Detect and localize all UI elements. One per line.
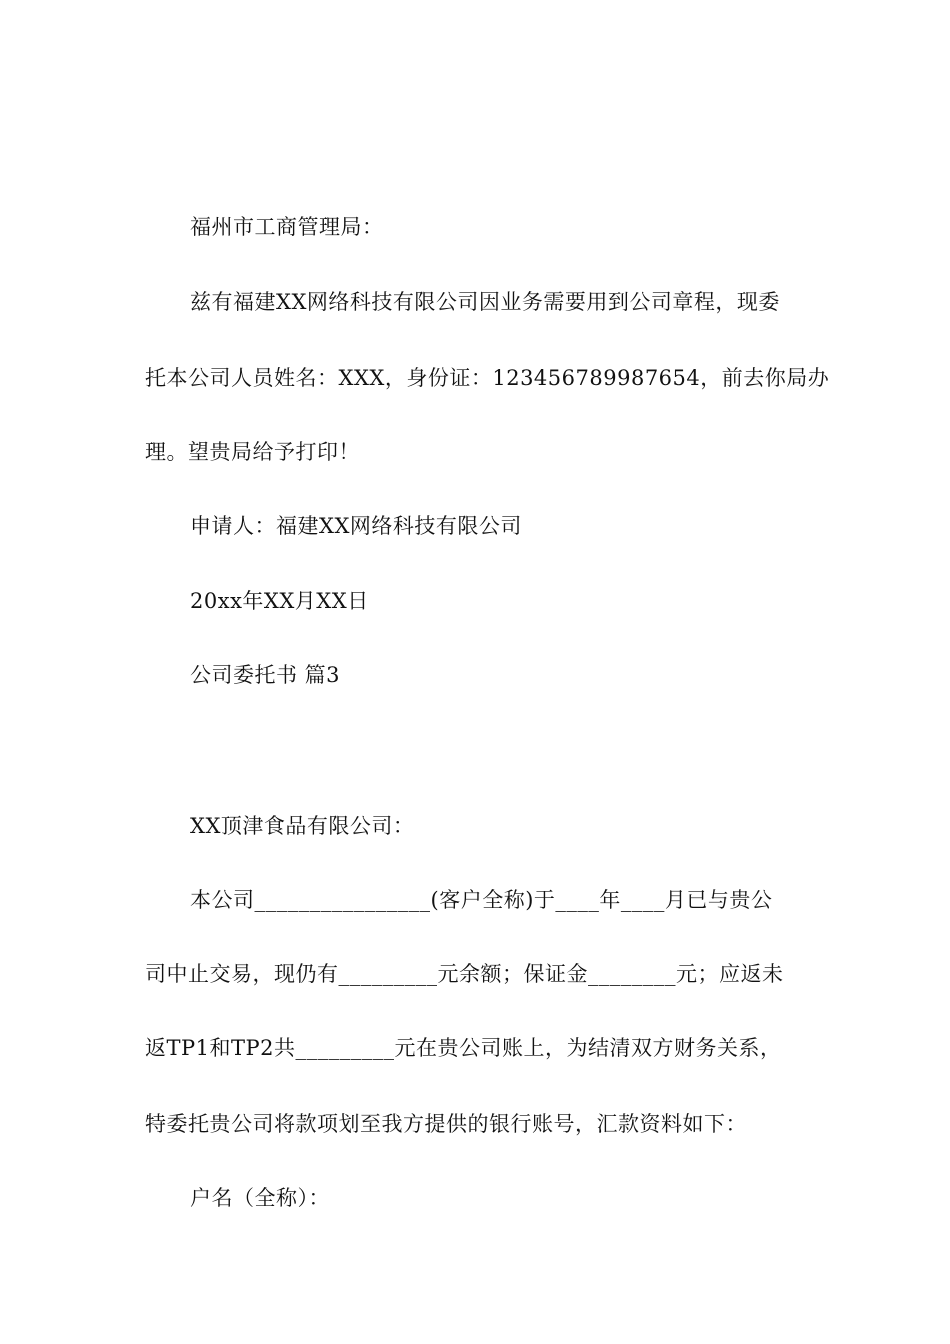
date-line: 20xx年XX月XX日	[190, 589, 369, 613]
body-paragraph-line: 理。望贵局给予打印！	[145, 440, 360, 464]
body-paragraph-line: 托本公司人员姓名：XXX，身份证：123456789987654，前去你局办	[145, 366, 830, 390]
body-paragraph-line: 本公司________________(客户全称)于____年____月已与贵公	[190, 888, 773, 912]
recipient-line: XX顶津食品有限公司：	[190, 814, 415, 838]
body-paragraph-line: 返TP1和TP2共_________元在贵公司账上，为结清双方财务关系，	[145, 1036, 782, 1060]
account-name-field-label: 户名（全称）：	[190, 1186, 330, 1210]
body-paragraph-line: 司中止交易，现仍有_________元余额；保证金________元；应返未	[145, 962, 784, 986]
body-paragraph-line: 兹有福建XX网络科技有限公司因业务需要用到公司章程，现委	[190, 290, 780, 314]
body-paragraph-line: 特委托贵公司将款项划至我方提供的银行账号，汇款资料如下：	[145, 1112, 747, 1136]
section-heading: 公司委托书 篇3	[190, 663, 341, 687]
applicant-line: 申请人：福建XX网络科技有限公司	[190, 514, 522, 538]
recipient-line: 福州市工商管理局：	[190, 215, 384, 239]
